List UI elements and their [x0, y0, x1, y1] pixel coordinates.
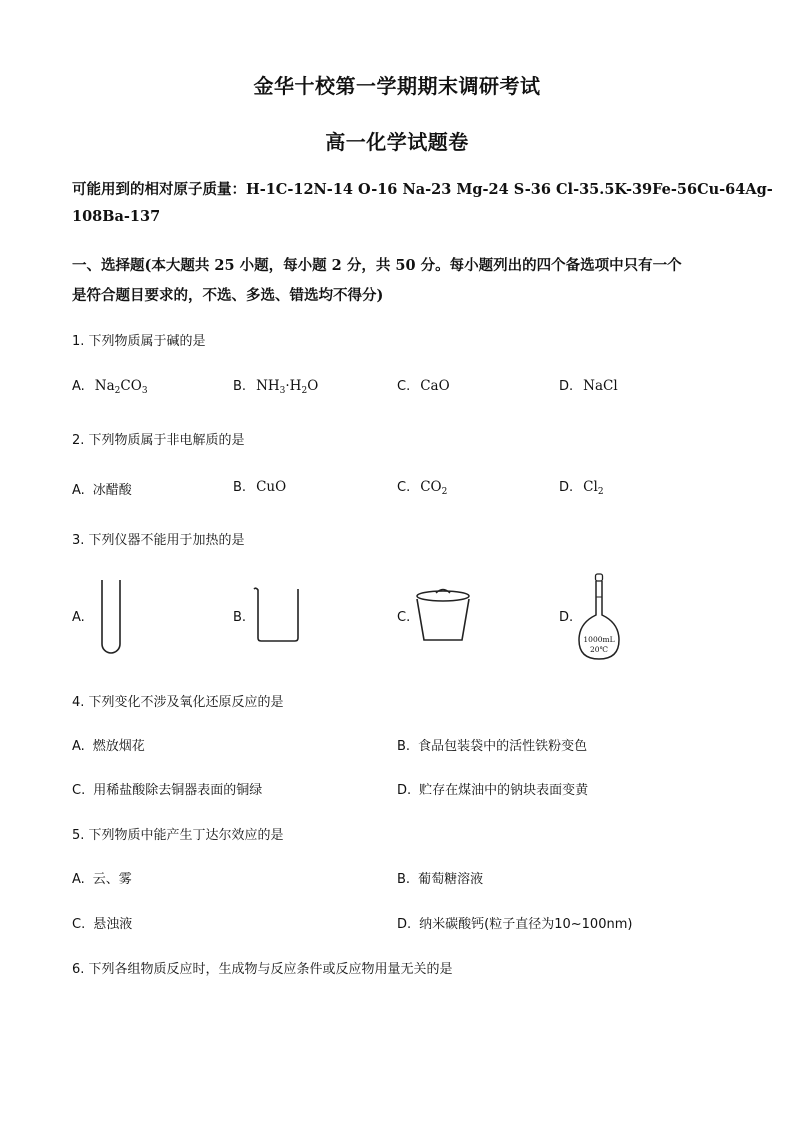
atomic-mass-line-1: 可能用到的相对原子质量：H-1C-12N-14 O-16 Na-23 Mg-24 S-36 Cl-35.5K-39Fe-56Cu-64Ag- [72, 181, 773, 198]
question-3-stem: 3. 下列仪器不能用于加热的是 [72, 533, 245, 548]
question-4-option-b[interactable]: B. 食品包装袋中的活性铁粉变色 [397, 739, 588, 754]
question-3-option-a-label[interactable]: A. [72, 610, 85, 625]
question-2-stem: 2. 下列物质属于非电解质的是 [72, 433, 245, 448]
question-1-option-b[interactable]: B. $NH_3\cdot H_2O$ [233, 378, 319, 396]
question-2-option-b[interactable]: B. CuO [233, 479, 287, 495]
section-header-line-2: 是符合题目要求的，不选、多选、错选均不得分) [72, 287, 384, 304]
question-5-option-c[interactable]: C. 悬浊液 [72, 917, 133, 932]
beaker-icon [252, 585, 304, 645]
question-2-option-d[interactable]: D. $Cl_2$ [559, 479, 604, 497]
question-3-option-d-label[interactable]: D. [559, 610, 574, 625]
section-header-line-1: 一、选择题(本大题共 25 小题，每小题 2 分，共 50 分。每小题列出的四个备选项中只有一个 [72, 257, 682, 274]
question-1-stem: 1. 下列物质属于碱的是 [72, 334, 206, 349]
exam-subtitle: 高一化学试题卷 [325, 130, 469, 154]
question-4-option-d[interactable]: D. 贮存在煤油中的钠块表面变黄 [397, 783, 589, 798]
question-5-stem: 5. 下列物质中能产生丁达尔效应的是 [72, 828, 284, 843]
question-1-option-c[interactable]: C. CaO [397, 378, 450, 394]
flask-volume-label: 1000mL [583, 635, 615, 644]
question-1-option-a[interactable]: A. $Na_2CO_3$ [72, 378, 148, 396]
question-1-option-d[interactable]: D. NaCl [559, 378, 618, 394]
flask-temperature-label: 20℃ [590, 645, 608, 654]
question-6-stem: 6. 下列各组物质反应时，生成物与反应条件或反应物用量无关的是 [72, 962, 453, 977]
question-2-option-a[interactable]: A. 冰醋酸 [72, 483, 132, 498]
question-3-option-b-label[interactable]: B. [233, 610, 247, 625]
volumetric-flask-icon [575, 573, 625, 663]
question-5-option-a[interactable]: A. 云、雾 [72, 872, 132, 887]
question-4-option-a[interactable]: A. 燃放烟花 [72, 739, 145, 754]
question-3-option-c-label[interactable]: C. [397, 610, 411, 625]
test-tube-icon [100, 578, 122, 656]
question-4-option-c[interactable]: C. 用稀盐酸除去铜器表面的铜绿 [72, 783, 263, 798]
crucible-icon [412, 586, 474, 646]
exam-title: 金华十校第一学期期末调研考试 [253, 74, 541, 98]
question-2-option-c[interactable]: C. $CO_2$ [397, 479, 448, 497]
atomic-mass-line-2: 108Ba-137 [72, 208, 161, 225]
question-5-option-d[interactable]: D. 纳米碳酸钙(粒子直径为10~100nm) [397, 917, 633, 932]
question-4-stem: 4. 下列变化不涉及氧化还原反应的是 [72, 695, 284, 710]
question-5-option-b[interactable]: B. 葡萄糖溶液 [397, 872, 484, 887]
